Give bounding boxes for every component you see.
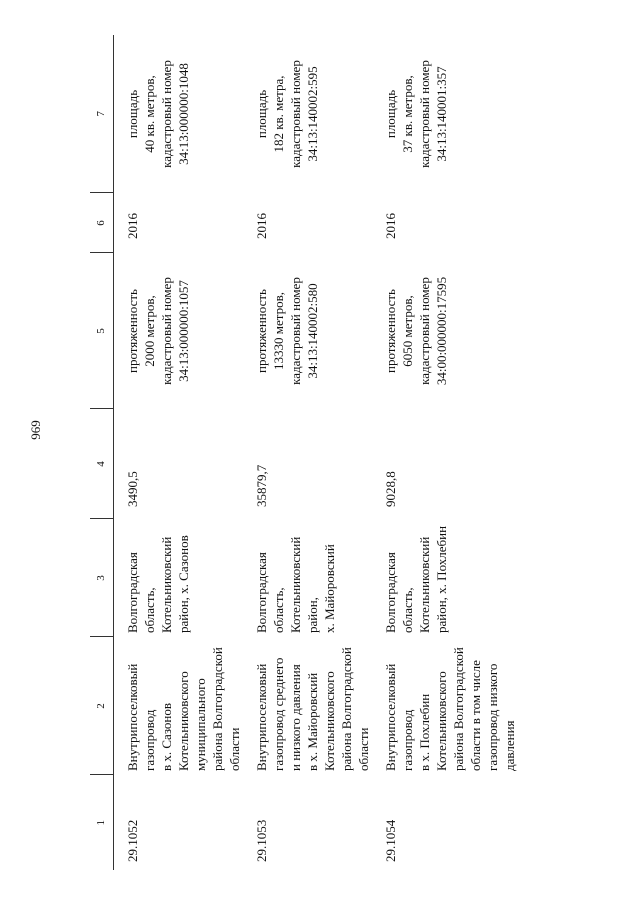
- table-row: [114, 35, 244, 870]
- object-characteristics: протяженность 13330 метров, кадастровый номер 34:13:140002:580: [254, 277, 320, 385]
- column-header: 6: [90, 193, 114, 253]
- object-address: Волгоградская область, Котельниковский район, х. Похлебин: [383, 525, 449, 633]
- table-row: [372, 35, 518, 870]
- object-year: 2016: [125, 213, 140, 239]
- object-year: 2016: [254, 213, 269, 239]
- table-row: [243, 35, 372, 870]
- land-plot-info: площадь 37 кв. метров, кадастровый номер 34:13:140001:357: [383, 60, 449, 168]
- object-address: Волгоградская область, Котельниковский район, х. Майоровский: [254, 536, 337, 633]
- page-number: 969: [28, 420, 43, 440]
- object-name: Внутрипоселковый газопровод в х. Похлебин Котельниковского района Волгоградской области в том числе газопровод низкого давления: [383, 647, 517, 771]
- object-name: Внутрипоселковый газопровод в х. Сазонов Котельниковского муниципального района Волгоградской области: [125, 647, 242, 771]
- object-value: 3490,5: [125, 471, 140, 507]
- column-header: 1: [90, 775, 114, 870]
- object-value: 35879,7: [254, 464, 269, 507]
- column-header: 2: [90, 637, 114, 775]
- land-plot-info: площадь 182 кв. метра, кадастровый номер 34:13:140002:595: [254, 60, 320, 168]
- row-id: 29.1052: [125, 819, 140, 862]
- object-value: 9028,8: [383, 471, 398, 507]
- column-header: 3: [90, 519, 114, 637]
- object-name: Внутрипоселковый газопровод среднего и низкого давления в х. Майоровский Котельниковского района Волгоградской области: [254, 647, 371, 771]
- column-header: 4: [90, 409, 114, 519]
- property-table-container: [90, 35, 517, 870]
- row-id: 29.1054: [383, 819, 398, 862]
- object-characteristics: протяженность 2000 метров, кадастровый номер 34:13:000000:1057: [125, 277, 191, 385]
- land-plot-info: площадь 40 кв. метров, кадастровый номер 34:13:000000:1048: [125, 60, 191, 168]
- object-characteristics: протяженность 6050 метров, кадастровый номер 34:00:000000:17595: [383, 276, 449, 386]
- object-year: 2016: [383, 213, 398, 239]
- column-number-row: [90, 35, 114, 870]
- property-table: [90, 35, 518, 870]
- object-address: Волгоградская область, Котельниковский район, х. Сазонов: [125, 535, 191, 633]
- column-header: 5: [90, 253, 114, 409]
- column-header: 7: [90, 35, 114, 193]
- row-id: 29.1053: [254, 819, 269, 862]
